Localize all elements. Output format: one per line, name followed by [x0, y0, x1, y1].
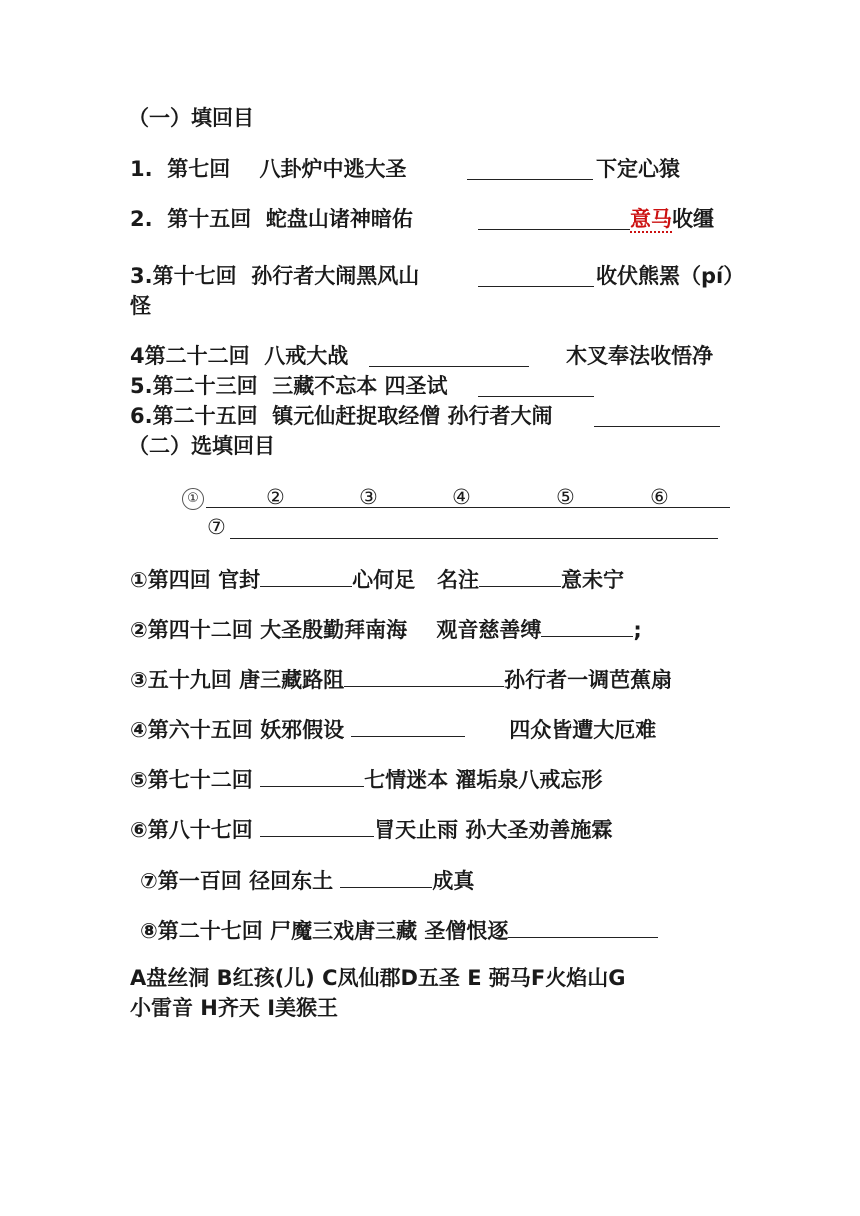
- item1-a: 官封: [218, 568, 261, 592]
- q6-hui: 第二十五回: [152, 404, 258, 428]
- item7-b: 成真: [432, 869, 475, 893]
- item7-blank[interactable]: [340, 868, 432, 888]
- item-5: [130, 767, 602, 791]
- item2-mark: ②: [130, 618, 148, 642]
- q2-hui: 第十五回: [167, 207, 252, 231]
- q4-num: 4: [130, 344, 145, 368]
- key-5: ⑤: [556, 485, 575, 509]
- item4-b: 四众皆遭大厄难: [509, 718, 657, 742]
- item8-mark: ⑧: [140, 919, 158, 943]
- question-2: [130, 209, 413, 230]
- item5-blank[interactable]: [260, 767, 364, 787]
- q5-hui: 第二十三回: [152, 374, 258, 398]
- item2-a: 大圣殷勤拜南海: [260, 618, 408, 642]
- item2-blank[interactable]: [541, 617, 633, 637]
- key-3: ③: [359, 485, 378, 509]
- q5-blank[interactable]: [478, 377, 594, 397]
- q1-num: 1.: [130, 157, 153, 181]
- item3-a: 唐三藏路阻: [239, 668, 345, 692]
- q2-blank[interactable]: [478, 210, 630, 230]
- q2-left: 蛇盘山诸神暗佑: [265, 207, 413, 231]
- key-2: ②: [266, 485, 285, 509]
- q1-right: 下定心猿: [596, 157, 680, 181]
- item-1: [130, 567, 624, 591]
- item4-hui: 第六十五回: [147, 718, 253, 742]
- item6-b: 冒天止雨 孙大圣劝善施霖: [374, 818, 613, 842]
- item1-blank-2[interactable]: [479, 567, 561, 587]
- item5-hui: 第七十二回: [147, 768, 253, 792]
- q3-left: 孙行者大闹黑风山: [251, 264, 420, 288]
- item8-hui: 第二十七回: [157, 919, 263, 943]
- item1-c: 名注: [437, 568, 480, 592]
- item1-hui: 第四回: [147, 568, 211, 592]
- q4-hui: 第二十二回: [144, 344, 250, 368]
- q1-left: 八卦炉中逃大圣: [259, 157, 407, 181]
- item7-mark: ⑦: [140, 869, 158, 893]
- q6-blank[interactable]: [594, 407, 720, 427]
- item8-a: 尸魔三戏唐三藏 圣僧恨逐: [270, 919, 509, 943]
- item-2: [130, 617, 642, 641]
- q5-left: 三藏不忘本 四圣试: [272, 374, 448, 398]
- q5-num: 5.: [130, 374, 153, 398]
- q3-blank[interactable]: [478, 267, 594, 287]
- key-1: ①: [182, 488, 204, 510]
- item3-mark: ③: [130, 668, 148, 692]
- q2-right: 收缰: [672, 207, 714, 231]
- item4-blank[interactable]: [351, 717, 465, 737]
- q2-answer-wrap: [630, 209, 714, 230]
- item3-blank[interactable]: [344, 667, 504, 687]
- options-line-2: 小雷音 H齐天 I美猴王: [130, 996, 339, 1020]
- item1-blank-1[interactable]: [260, 567, 352, 587]
- question-3: [130, 266, 419, 287]
- q1-hui: 第七回: [167, 157, 231, 181]
- q1-blank[interactable]: [467, 160, 593, 180]
- item3-hui: 五十九回: [147, 668, 232, 692]
- item4-mark: ④: [130, 718, 148, 742]
- question-4: [130, 346, 348, 367]
- question-6: [130, 406, 553, 427]
- item1-b: 心何足: [352, 568, 416, 592]
- item1-mark: ①: [130, 568, 148, 592]
- item6-hui: 第八十七回: [147, 818, 253, 842]
- item7-a: 径回东土: [249, 869, 334, 893]
- item4-a: 妖邪假设: [260, 718, 345, 742]
- key-line-2[interactable]: [230, 538, 718, 539]
- item-4: [130, 717, 656, 741]
- q3-hui: 第十七回: [152, 264, 237, 288]
- q2-answer: 意马: [630, 207, 672, 231]
- key-6: ⑥: [650, 485, 669, 509]
- q4-blank[interactable]: [369, 347, 529, 367]
- item2-b: 观音慈善缚: [436, 618, 542, 642]
- item2-hui: 第四十二回: [147, 618, 253, 642]
- item3-b: 孙行者一调芭蕉扇: [504, 668, 673, 692]
- q6-num: 6.: [130, 404, 153, 428]
- q4-right: 木叉奉法收悟净: [566, 344, 713, 368]
- item-6: [130, 817, 612, 841]
- question-1: [130, 159, 406, 180]
- key-4: ④: [452, 485, 471, 509]
- item-7: [140, 868, 474, 892]
- q6-left: 镇元仙赶捉取经僧 孙行者大闹: [272, 404, 553, 428]
- item6-mark: ⑥: [130, 818, 148, 842]
- section1-heading: （一）填回目: [128, 106, 254, 130]
- q3-num: 3.: [130, 264, 153, 288]
- section2-heading: （二）选填回目: [128, 434, 275, 458]
- key-7: ⑦: [207, 515, 226, 539]
- options-line-1: A盘丝洞 B红孩(儿) C凤仙郡D五圣 E 弼马F火焰山G: [130, 966, 626, 990]
- item6-blank[interactable]: [260, 817, 374, 837]
- item8-blank[interactable]: [508, 918, 658, 938]
- q2-num: 2.: [130, 207, 153, 231]
- item-8: [140, 918, 658, 942]
- q4-left: 八戒大战: [264, 344, 349, 368]
- question-5: [130, 376, 448, 397]
- q3-cont: 怪: [130, 294, 151, 318]
- item1-d: 意未宁: [561, 568, 625, 592]
- item5-mark: ⑤: [130, 768, 148, 792]
- item2-end: ;: [633, 618, 642, 642]
- item5-b: 七情迷本 濯垢泉八戒忘形: [364, 768, 603, 792]
- item-3: [130, 667, 672, 691]
- item7-hui: 第一百回: [157, 869, 242, 893]
- q3-right: 收伏熊罴（pí）: [596, 264, 745, 288]
